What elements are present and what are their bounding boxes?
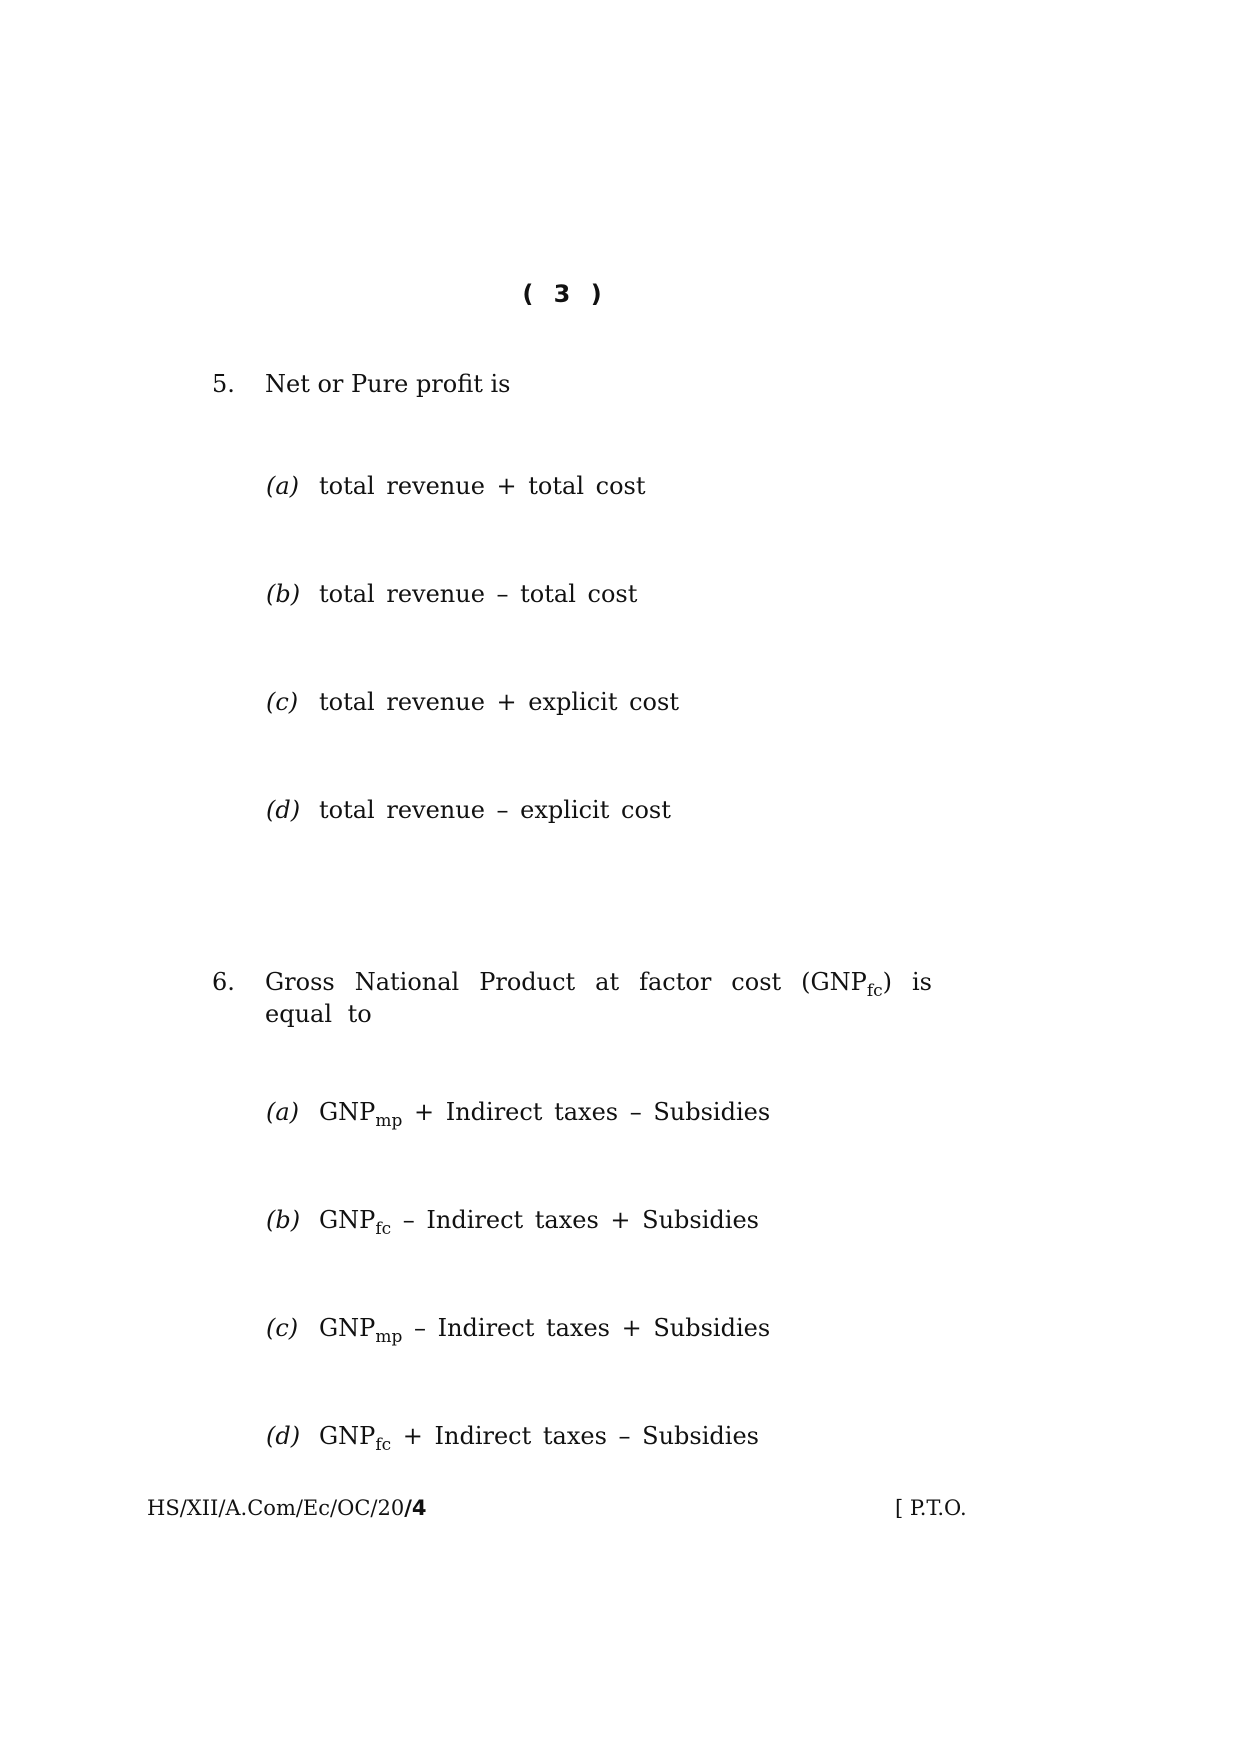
question-text-line-2: equal to bbox=[265, 1000, 372, 1028]
option-label: (b) bbox=[266, 580, 301, 608]
option-label: (d) bbox=[266, 1422, 301, 1450]
option-text: total revenue + total cost bbox=[319, 472, 646, 500]
option-text: total revenue – explicit cost bbox=[319, 796, 671, 824]
option-text: $GNP_{mp}$ – Indirect taxes + Subsidies bbox=[319, 1314, 771, 1347]
option-text: $GNP_{fc}$ – Indirect taxes + Subsidies bbox=[319, 1206, 759, 1239]
paper-code: HS/XII/A.Com/Ec/OC/20/4 bbox=[147, 1496, 427, 1520]
option-label: (a) bbox=[266, 472, 300, 500]
option-label: (b) bbox=[266, 1206, 301, 1234]
option-label: (d) bbox=[266, 796, 301, 824]
option-label: (c) bbox=[266, 1314, 299, 1342]
option-text: total revenue – total cost bbox=[319, 580, 638, 608]
option-text: $GNP_{mp}$ + Indirect taxes – Subsidies bbox=[319, 1098, 771, 1131]
pto-marker: [ P.T.O. bbox=[895, 1496, 967, 1520]
option-text: $GNP_{fc}$ + Indirect taxes – Subsidies bbox=[319, 1422, 759, 1455]
option-label: (c) bbox=[266, 688, 299, 716]
page-number: ( 3 ) bbox=[522, 280, 608, 308]
option-label: (a) bbox=[266, 1098, 300, 1126]
question-text bbox=[265, 966, 932, 1030]
question-number: 5. bbox=[212, 370, 235, 398]
option-text: total revenue + explicit cost bbox=[319, 688, 679, 716]
question-text-line-1: Gross National Product at factor cost $(GNP_{fc})$ is bbox=[265, 968, 932, 1001]
question-text: Net or Pure profit is bbox=[265, 370, 511, 398]
question-number: 6. bbox=[212, 968, 235, 996]
